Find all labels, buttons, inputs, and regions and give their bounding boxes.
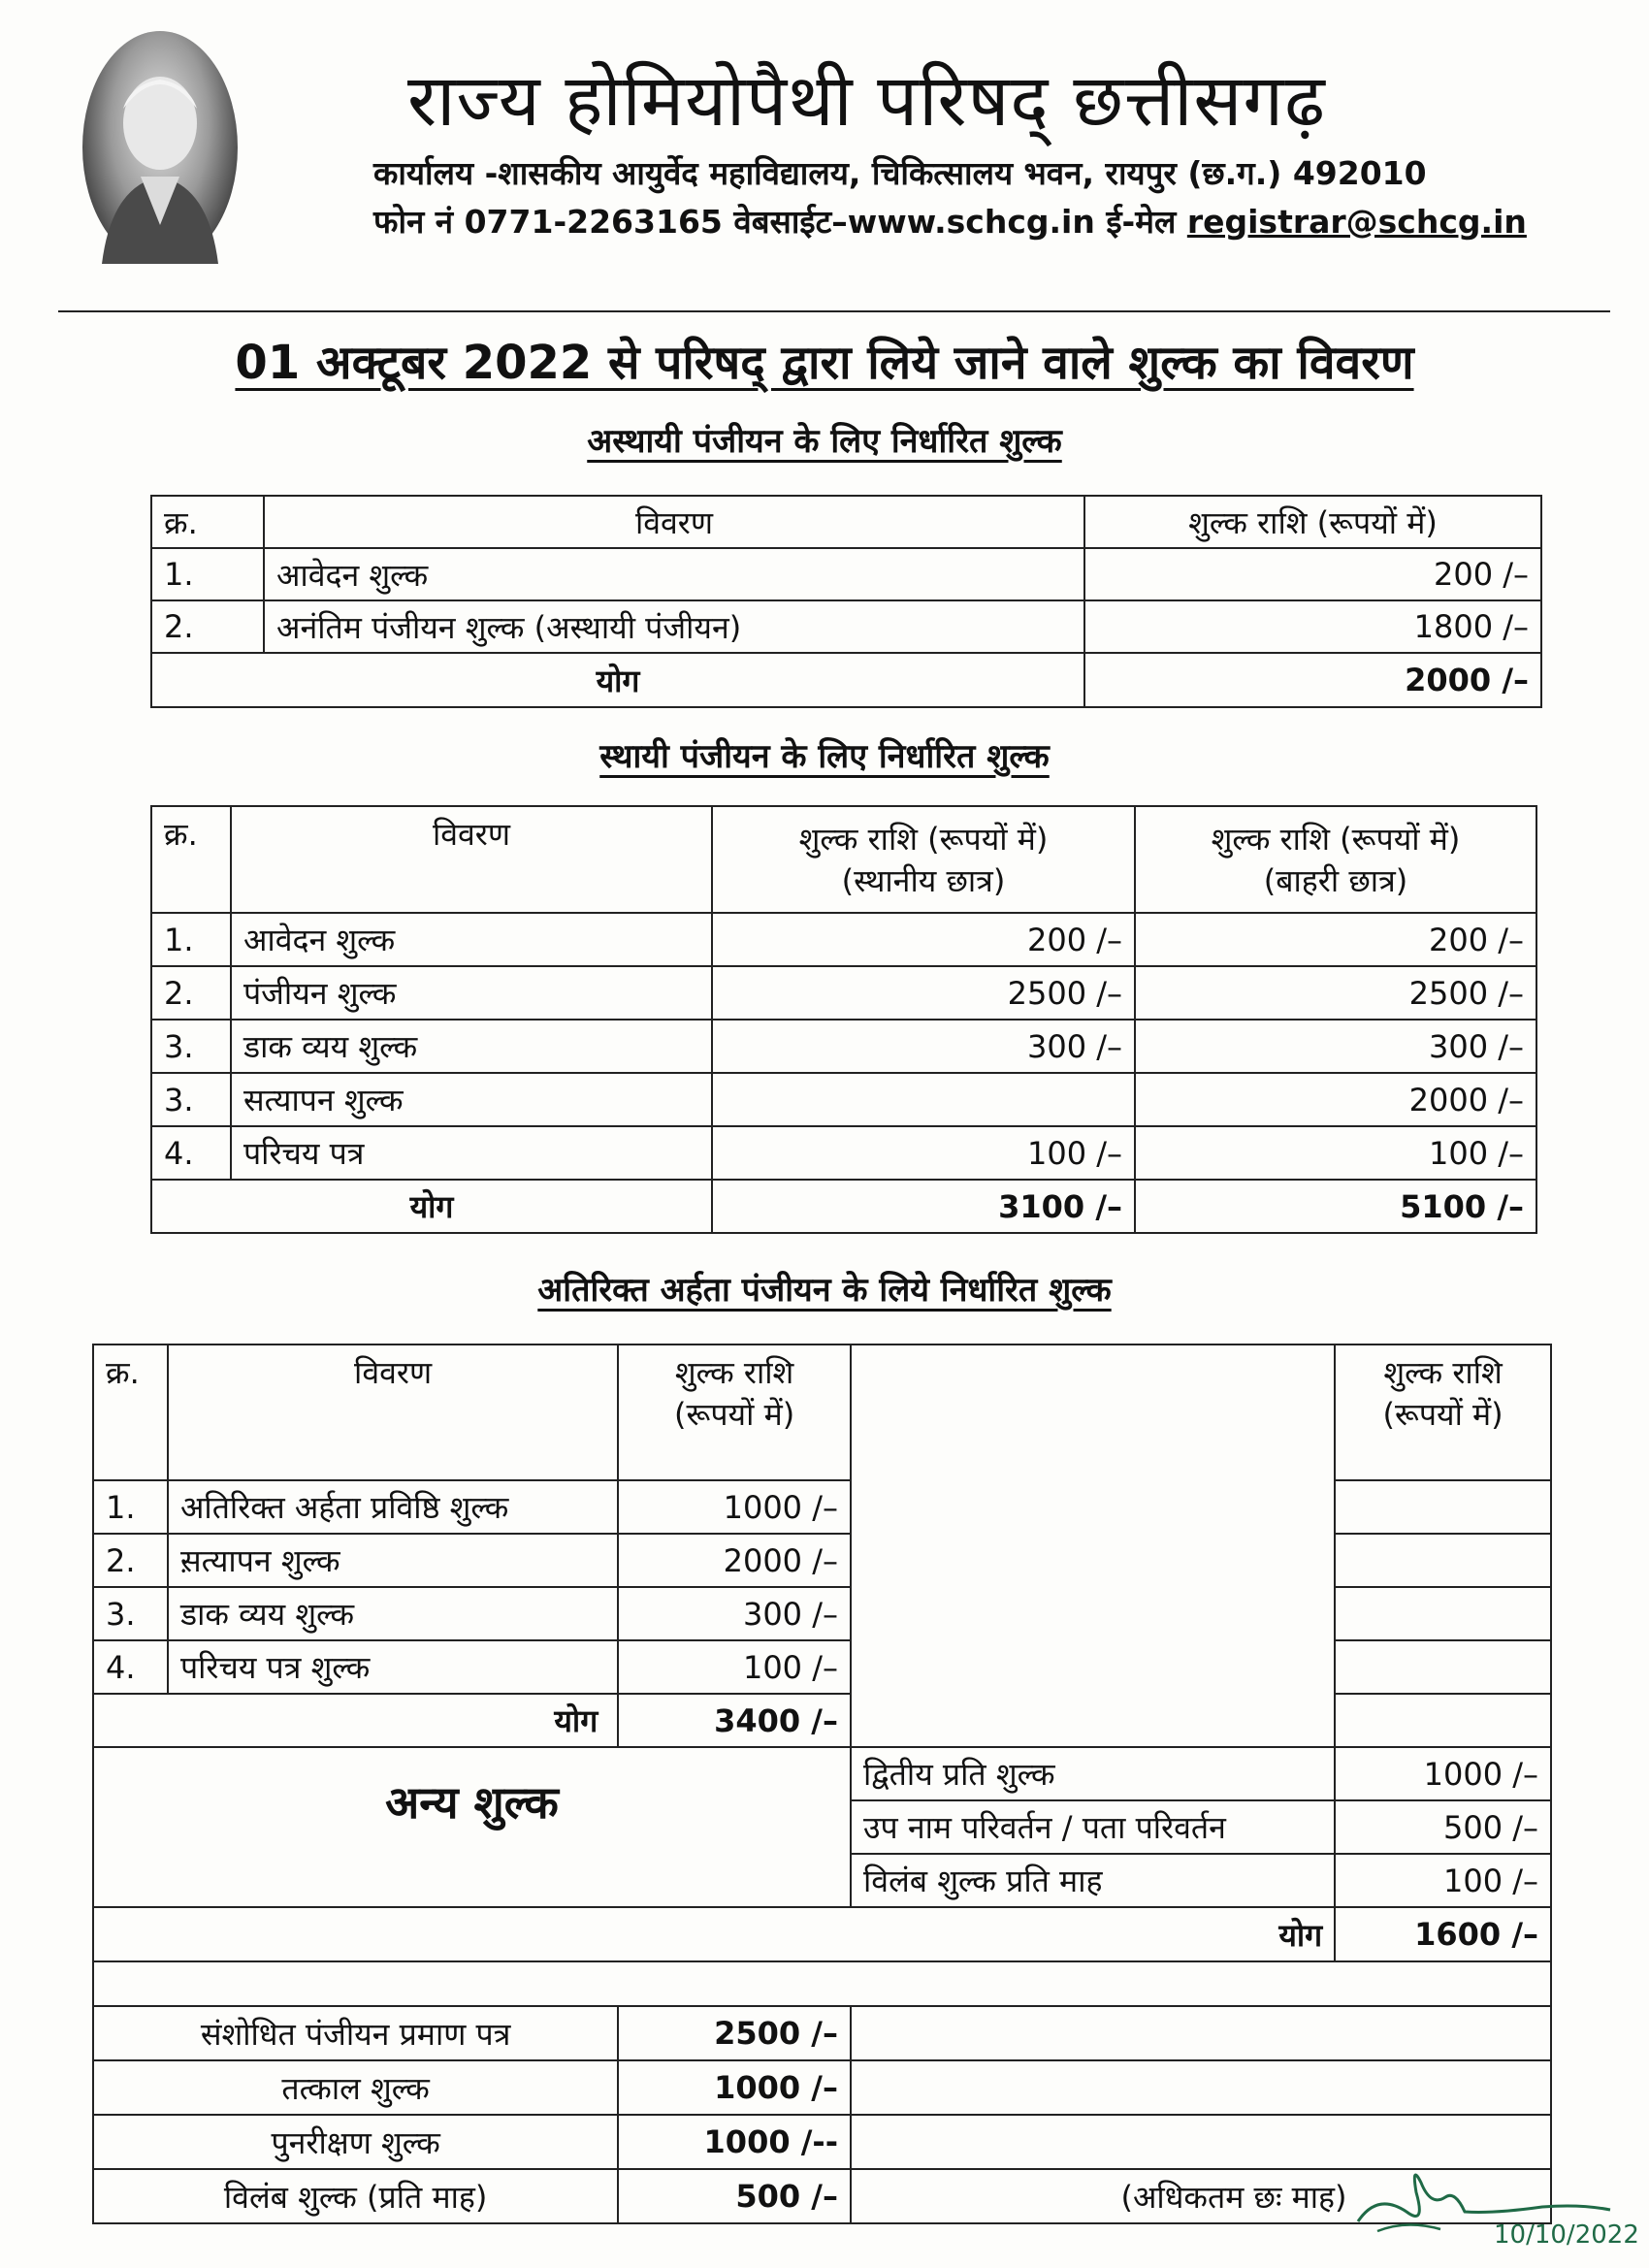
header-divider xyxy=(58,310,1610,312)
total-row: योग 2000 /– xyxy=(151,653,1541,707)
table-row: 2. पंजीयन शुल्क 2500 /– 2500 /– xyxy=(151,966,1536,1020)
contact-line xyxy=(373,199,1537,243)
blank-row xyxy=(93,1961,1551,2006)
office-address: कार्यालय -शासकीय आयुर्वेद महाविद्यालय, चिकित्सालय भवन, रायपुर (छ.ग.) 492010 xyxy=(373,154,1427,192)
misc-fee-row: पुनरीक्षण शुल्क 1000 /-- xyxy=(93,2115,1551,2169)
other-fee-row: अन्य शुल्क द्वितीय प्रति शुल्क 1000 /– xyxy=(93,1747,1551,1800)
misc-fee-row: तत्काल शुल्क 1000 /– xyxy=(93,2060,1551,2115)
misc-fee-row: विलंब शुल्क (प्रति माह) 500 /– (अधिकतम छः माह) xyxy=(93,2169,1551,2223)
col-desc: विवरण xyxy=(264,496,1084,548)
table3-heading: अतिरिक्त अर्हता पंजीयन के लिये निर्धारित शुल्क xyxy=(537,1271,1112,1310)
table-row: 3. सत्यापन शुल्क 2000 /– xyxy=(151,1073,1536,1126)
col-amount: शुल्क राशि (रूपयों में) xyxy=(1084,496,1541,548)
table-row: 1. आवेदन शुल्क 200 /– 200 /– xyxy=(151,913,1536,966)
council-title: राज्य होमियोपैथी परिषद् छत्तीसगढ़ xyxy=(407,59,1326,143)
table2-heading: स्थायी पंजीयन के लिए निर्धारित शुल्क xyxy=(599,737,1050,776)
table1-heading: अस्थायी पंजीयन के लिए निर्धारित शुल्क xyxy=(587,422,1062,461)
table-row: 2. अनंतिम पंजीयन शुल्क (अस्थायी पंजीयन) 1800 /– xyxy=(151,600,1541,653)
table-row: 1. अतिरिक्त अर्हता प्रविष्ठि शुल्क 1000 /– xyxy=(93,1480,1551,1534)
phone-website: फोन नं 0771-2263165 वेबसाईट–www.schcg.in ई-मेल xyxy=(373,203,1177,241)
table-row: 4. परिचय पत्र शुल्क 100 /– xyxy=(93,1640,1551,1694)
total-row: योग 3400 /– xyxy=(93,1694,1551,1747)
svg-text:10/10/2022: 10/10/2022 xyxy=(1494,2220,1639,2250)
table-row: 4. परिचय पत्र 100 /– 100 /– xyxy=(151,1126,1536,1180)
permanent-registration-table: क्र. विवरण शुल्क राशि (रूपयों में) (स्थानीय छात्र) शुल्क राशि (रूपयों में) (बाहरी छात्र) 1. आवेदन शुल्क 200 /– 200 /– 2. पंजीयन शुल्क 2500 /– 2500 /– 3. डाक व्यय शुल्क 300 /– 300 /– 3. सत्यापन शुल्क 2000 /– 4. परिचय पत्र 100 /– 100 /– योग 3100 /– 5100 /– xyxy=(150,805,1537,1234)
table-row: 3. डाक व्यय शुल्क 300 /– xyxy=(93,1587,1551,1640)
main-heading: 01 अक्टूबर 2022 से परिषद् द्वारा लिये जाने वाले शुल्क का विवरण xyxy=(235,336,1414,390)
table-row: 2. स़त्यापन शुल्क 2000 /– xyxy=(93,1534,1551,1587)
other-fee-row: विलंब शुल्क प्रति माह 100 /– xyxy=(93,1854,1551,1907)
col-no: क्र. xyxy=(151,496,264,548)
additional-qualification-table: क्र. विवरण शुल्क राशि (रूपयों में) शुल्क राशि (रूपयों में) 1. अतिरिक्त अर्हता प्रविष्ठि शुल्क 1000 /– 2. स़त्यापन शुल्क 2000 /– 3. डाक व्यय शुल्क 300 /– 4. परिचय पत्र शुल्क 100 /– योग 3400 /– अन्य शुल्क द्वितीय प्रति शुल्क 1000 /– उप नाम परिवर्तन / पता परिवर्तन 500 /– विलंब शुल्क प्रति माह 100 /– योग 1600 /– संशोधित पंजीयन प्रमाण पत्र 2500 /– तत्काल शुल्क 1000 /– पुनरीक्षण शुल्क 1000 /-- विलंब शुल्क (प्रति माह) 500 /– (अधिकतम छः माह) xyxy=(92,1344,1552,2224)
total-row: योग 3100 /– 5100 /– xyxy=(151,1180,1536,1233)
table-row: 1. आवेदन शुल्क 200 /– xyxy=(151,548,1541,600)
misc-fee-row: संशोधित पंजीयन प्रमाण पत्र 2500 /– xyxy=(93,2006,1551,2060)
table-row: 3. डाक व्यय शुल्क 300 /– 300 /– xyxy=(151,1020,1536,1073)
email-link[interactable]: registrar@schcg.in xyxy=(1186,203,1527,241)
other-total-row: योग 1600 /– xyxy=(93,1907,1551,1961)
signature xyxy=(1348,2154,1639,2251)
other-fees-label: अन्य शुल्क xyxy=(93,1747,851,1907)
other-fee-row: उप नाम परिवर्तन / पता परिवर्तन 500 /– xyxy=(93,1800,1551,1854)
temporary-registration-table xyxy=(150,495,1542,708)
founder-portrait xyxy=(82,31,238,264)
